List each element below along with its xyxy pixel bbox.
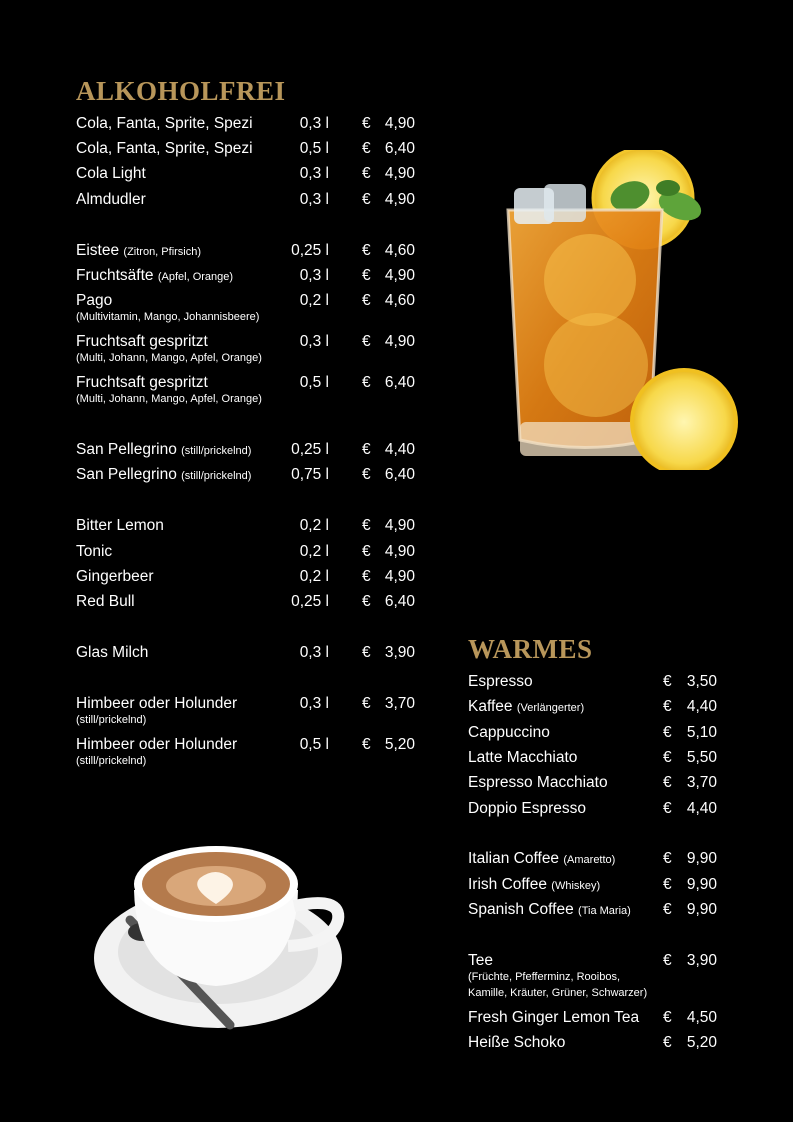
item-name-text: Fruchtsäfte [76, 267, 154, 284]
coffee-cup-image [90, 840, 350, 1040]
item-name [76, 644, 148, 662]
item-price: 5,10 [686, 724, 717, 741]
item-quantity: 0,2 l [299, 292, 329, 309]
item-quantity: 0,3 l [299, 191, 329, 208]
item-price: 5,20 [686, 1034, 717, 1051]
drink-row [468, 876, 720, 898]
item-name-text: Fruchtsaft gespritzt [76, 374, 208, 391]
item-name [76, 191, 146, 209]
currency-symbol: € [362, 292, 371, 309]
item-price: 6,40 [384, 466, 415, 483]
currency-symbol: € [362, 568, 371, 585]
item-price: 4,40 [686, 800, 717, 817]
drink-row [76, 267, 421, 289]
iced-tea-image [500, 150, 740, 470]
item-name [76, 333, 208, 351]
item-name [76, 736, 237, 754]
section-title-warmes: WARMES [468, 634, 593, 664]
item-quantity: 0,2 l [299, 568, 329, 585]
currency-symbol: € [362, 466, 371, 483]
section-title-alkoholfrei: ALKOHOLFREI [76, 76, 286, 106]
item-subtext: (Multivitamin, Mango, Johannisbeere) [76, 311, 260, 323]
item-price: 9,90 [686, 901, 717, 918]
item-detail: (Apfel, Orange) [157, 271, 234, 283]
currency-symbol: € [362, 695, 371, 712]
item-detail: (Whiskey) [551, 880, 601, 892]
item-subtext: (Multi, Johann, Mango, Apfel, Orange) [76, 393, 262, 405]
currency-symbol: € [362, 115, 371, 132]
item-quantity: 0,3 l [299, 644, 329, 661]
drink-row [76, 165, 421, 187]
drink-row [468, 749, 720, 771]
drink-row [76, 115, 421, 137]
currency-symbol: € [362, 543, 371, 560]
currency-symbol: € [362, 267, 371, 284]
item-price: 4,90 [384, 191, 415, 208]
item-price: 4,50 [686, 1009, 717, 1026]
item-name [76, 267, 233, 285]
item-quantity: 0,25 l [291, 242, 329, 259]
item-price: 4,90 [384, 333, 415, 350]
item-name [76, 242, 201, 260]
item-quantity: 0,5 l [299, 140, 329, 157]
item-subtext: (Früchte, Pfefferminz, Rooibos, [468, 971, 621, 983]
item-quantity: 0,2 l [299, 517, 329, 534]
drink-row [76, 517, 421, 539]
item-quantity: 0,5 l [299, 736, 329, 753]
item-price: 4,90 [384, 517, 415, 534]
item-name [76, 543, 112, 561]
item-price: 6,40 [384, 593, 415, 610]
drink-row [76, 736, 421, 767]
drink-row [76, 568, 421, 590]
item-name-text: Espresso Macchiato [468, 774, 608, 791]
item-name-text: Spanish Coffee [468, 901, 574, 918]
item-price: 4,40 [384, 441, 415, 458]
item-price: 4,90 [384, 568, 415, 585]
item-name [468, 673, 533, 691]
item-quantity: 0,3 l [299, 115, 329, 132]
item-name-text: San Pellegrino [76, 466, 177, 483]
item-quantity: 0,3 l [299, 267, 329, 284]
item-price: 4,60 [384, 242, 415, 259]
currency-symbol: € [362, 441, 371, 458]
item-name-text: Eistee [76, 242, 120, 259]
item-name [468, 1034, 565, 1052]
item-name-text: Cola Light [76, 165, 146, 182]
drink-row [468, 850, 720, 872]
item-quantity: 0,25 l [291, 441, 329, 458]
drink-row [76, 374, 421, 405]
drink-row [468, 673, 720, 695]
item-quantity: 0,75 l [291, 466, 329, 483]
currency-symbol: € [663, 698, 672, 715]
item-name-text: Irish Coffee [468, 876, 547, 893]
drink-row [76, 333, 421, 364]
item-name-text: Heiße Schoko [468, 1034, 566, 1051]
currency-symbol: € [362, 242, 371, 259]
item-name-text: Latte Macchiato [468, 749, 578, 766]
item-name [468, 901, 631, 919]
item-detail: (Zitron, Pfirsich) [123, 246, 202, 258]
currency-symbol: € [362, 333, 371, 350]
drink-row [468, 1034, 720, 1056]
item-name [468, 698, 584, 716]
item-detail: (Tia Maria) [578, 905, 631, 917]
currency-symbol: € [663, 1034, 672, 1051]
item-detail: (Amaretto) [563, 854, 616, 866]
currency-symbol: € [362, 374, 371, 391]
item-price: 5,50 [686, 749, 717, 766]
item-price: 4,90 [384, 115, 415, 132]
currency-symbol: € [663, 901, 672, 918]
drink-row [76, 593, 421, 615]
currency-symbol: € [362, 736, 371, 753]
item-price: 3,70 [384, 695, 415, 712]
currency-symbol: € [362, 593, 371, 610]
item-price: 3,90 [384, 644, 415, 661]
currency-symbol: € [663, 1009, 672, 1026]
item-name [468, 800, 586, 818]
currency-symbol: € [663, 876, 672, 893]
item-subtext: (Multi, Johann, Mango, Apfel, Orange) [76, 352, 262, 364]
item-name [468, 850, 615, 868]
currency-symbol: € [663, 673, 672, 690]
currency-symbol: € [663, 952, 672, 969]
item-quantity: 0,2 l [299, 543, 329, 560]
item-name [76, 140, 253, 158]
drink-row [468, 800, 720, 822]
currency-symbol: € [362, 517, 371, 534]
item-name-text: Cola, Fanta, Sprite, Spezi [76, 115, 253, 132]
drink-row [468, 901, 720, 923]
item-quantity: 0,3 l [299, 333, 329, 350]
item-name-text: Himbeer oder Holunder [76, 695, 238, 712]
item-name-text: Espresso [468, 673, 533, 690]
item-name [468, 774, 608, 792]
drink-row [76, 543, 421, 565]
item-name [468, 724, 550, 742]
item-name [76, 695, 237, 713]
drink-row [76, 242, 421, 264]
item-detail: (still/prickelnd) [181, 445, 252, 457]
item-name-text: Pago [76, 292, 113, 309]
drink-row [76, 191, 421, 213]
currency-symbol: € [362, 191, 371, 208]
item-price: 9,90 [686, 850, 717, 867]
item-price: 5,20 [384, 736, 415, 753]
drink-row [468, 1009, 720, 1031]
item-quantity: 0,3 l [299, 165, 329, 182]
currency-symbol: € [663, 800, 672, 817]
drink-row [468, 724, 720, 746]
item-price: 4,90 [384, 543, 415, 560]
item-name-text: Kaffee [468, 698, 513, 715]
item-name [76, 374, 208, 392]
item-name-text: Almdudler [76, 191, 146, 208]
item-price: 4,60 [384, 292, 415, 309]
item-name-text: Himbeer oder Holunder [76, 736, 238, 753]
item-name-text: Cola, Fanta, Sprite, Spezi [76, 140, 253, 157]
item-name-text: San Pellegrino [76, 441, 177, 458]
item-price: 4,90 [384, 267, 415, 284]
item-name-text: Italian Coffee [468, 850, 560, 867]
item-name [76, 165, 146, 183]
currency-symbol: € [663, 850, 672, 867]
item-name-text: Gingerbeer [76, 568, 154, 585]
currency-symbol: € [663, 724, 672, 741]
currency-symbol: € [362, 644, 371, 661]
drink-row [76, 292, 421, 323]
drink-row [76, 441, 421, 463]
item-price: 3,70 [686, 774, 717, 791]
item-name [468, 1009, 639, 1027]
item-quantity: 0,3 l [299, 695, 329, 712]
item-name [468, 952, 493, 970]
item-price: 3,90 [686, 952, 717, 969]
item-name-text: Tee [468, 952, 493, 969]
item-name [76, 115, 253, 133]
item-detail: (Verlängerter) [516, 702, 585, 714]
item-subtext-2: Kamille, Kräuter, Grüner, Schwarzer) [468, 987, 648, 999]
item-name-text: Glas Milch [76, 644, 149, 661]
item-price: 4,40 [686, 698, 717, 715]
item-name [76, 517, 164, 535]
item-name [76, 466, 251, 484]
currency-symbol: € [362, 140, 371, 157]
drink-row [76, 140, 421, 162]
item-price: 6,40 [384, 374, 415, 391]
item-name-text: Cappuccino [468, 724, 550, 741]
currency-symbol: € [663, 774, 672, 791]
item-name-text: Red Bull [76, 593, 135, 610]
drink-row [468, 774, 720, 796]
item-quantity: 0,25 l [291, 593, 329, 610]
item-name [76, 441, 251, 459]
drink-row [76, 466, 421, 488]
item-name [76, 292, 112, 310]
drink-row [468, 952, 720, 999]
item-subtext: (still/prickelnd) [76, 755, 147, 767]
item-price: 4,90 [384, 165, 415, 182]
item-price: 9,90 [686, 876, 717, 893]
item-price: 3,50 [686, 673, 717, 690]
item-name [76, 568, 154, 586]
item-name [468, 876, 600, 894]
item-detail: (still/prickelnd) [181, 470, 252, 482]
item-subtext: (still/prickelnd) [76, 714, 147, 726]
drink-row [76, 695, 421, 726]
currency-symbol: € [362, 165, 371, 182]
item-name [76, 593, 135, 611]
item-price: 6,40 [384, 140, 415, 157]
item-name [468, 749, 577, 767]
item-quantity: 0,5 l [299, 374, 329, 391]
item-name-text: Fruchtsaft gespritzt [76, 333, 208, 350]
item-name-text: Fresh Ginger Lemon Tea [468, 1009, 640, 1026]
item-name-text: Bitter Lemon [76, 517, 164, 534]
drink-row [76, 644, 421, 666]
drink-row [468, 698, 720, 720]
currency-symbol: € [663, 749, 672, 766]
item-name-text: Tonic [76, 543, 113, 560]
item-name-text: Doppio Espresso [468, 800, 587, 817]
